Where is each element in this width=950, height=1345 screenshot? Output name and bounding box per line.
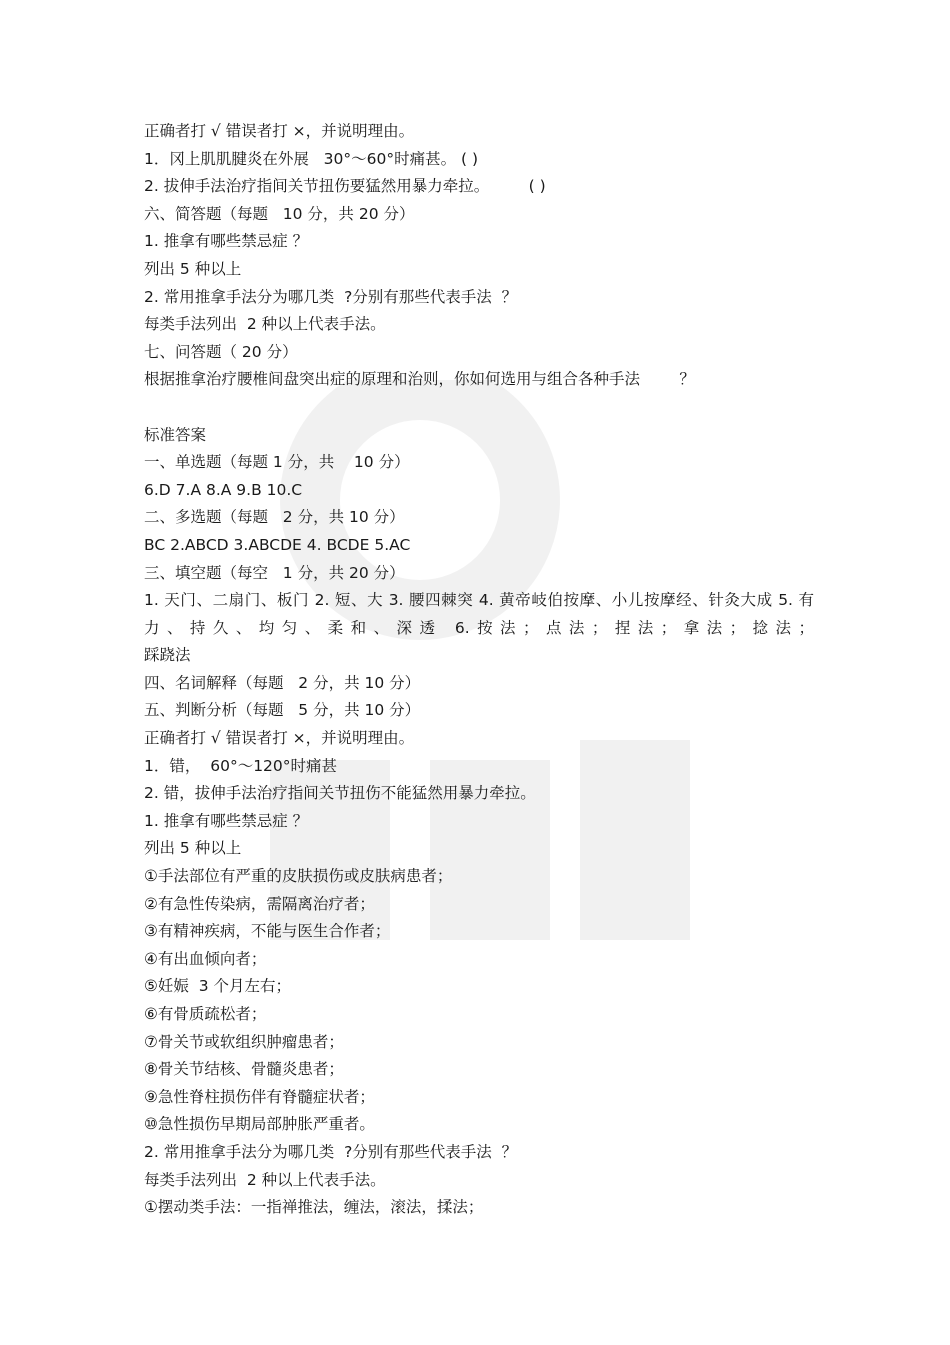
- section-heading: 四、名词解释（每题 2 分，共 10 分）: [144, 673, 421, 692]
- text-line: 2. 常用推拿手法分为哪几类 ?分别有那些代表手法 ？: [144, 287, 518, 306]
- list-item: ⑧骨关节结核、骨髓炎患者；: [144, 1060, 344, 1079]
- answer-line: 2. 错，拔伸手法治疗指间关节扭伤不能猛然用暴力牵拉。: [144, 784, 536, 803]
- text-line: 列出 5 种以上: [144, 259, 242, 278]
- blank-line: [144, 394, 814, 422]
- text-line: 每类手法列出 2 种以上代表手法。: [144, 1170, 386, 1189]
- text-line: 2. 常用推拿手法分为哪几类 ?分别有那些代表手法 ？: [144, 1142, 518, 1161]
- answer-line: 6.D 7.A 8.A 9.B 10.C: [144, 480, 303, 499]
- list-item: ③有精神疾病，不能与医生合作者；: [144, 922, 391, 941]
- list-item: ⑨急性脊柱损伤伴有脊髓症状者；: [144, 1087, 375, 1106]
- section-heading: 一、单选题（每题 1 分，共 10 分）: [144, 453, 410, 472]
- list-item: ⑦骨关节或软组织肿瘤患者；: [144, 1032, 344, 1051]
- text-line: 正确者打 √ 错误者打 ×，并说明理由。: [144, 729, 415, 748]
- section-heading: 五、判断分析（每题 5 分，共 10 分）: [144, 701, 421, 720]
- text-line: 1. 推拿有哪些禁忌症 ？: [144, 811, 309, 830]
- list-item: ⑩急性损伤早期局部肿胀严重者。: [144, 1115, 375, 1134]
- section-heading: 六、简答题（每题 10 分，共 20 分）: [144, 204, 415, 223]
- fill-in-answers: 1. 天门、二扇门、板门 2. 短、大 3. 腰四棘突 4. 黄帝岐伯按摩、小儿按摩经、针灸大成 5. 有力、持久、均匀、柔和、深透 6.按法；点法；捏法；拿法；捻法；: [144, 591, 814, 637]
- text-line: 每类手法列出 2 种以上代表手法。: [144, 315, 386, 334]
- text-line: 1．冈上肌肌腱炎在外展 30°～60°时痛甚。 ( ): [144, 149, 479, 168]
- list-item: ②有急性传染病，需隔离治疗者；: [144, 894, 375, 913]
- fill-in-answers-end: 踩跷法: [144, 646, 191, 665]
- list-item: ④有出血倾向者；: [144, 949, 267, 968]
- text-line: 列出 5 种以上: [144, 839, 242, 858]
- list-item: ①手法部位有严重的皮肤损伤或皮肤病患者；: [144, 867, 453, 886]
- answer-line: 1．错， 60°～120°时痛甚: [144, 756, 338, 775]
- text-line: 根据推拿治疗腰椎间盘突出症的原理和治则，你如何选用与组合各种手法 ？: [144, 370, 695, 389]
- text-line: 2. 拔伸手法治疗指间关节扭伤要猛然用暴力牵拉。 ( ): [144, 177, 546, 196]
- list-item: ①摆动类手法：一指禅推法，缠法，滚法，揉法；: [144, 1198, 484, 1217]
- list-item: ⑥有骨质疏松者；: [144, 1005, 267, 1023]
- list-item: ⑤妊娠 3 个月左右；: [144, 977, 292, 996]
- document-body: [144, 118, 814, 1222]
- section-heading: 二、多选题（每题 2 分，共 10 分）: [144, 508, 405, 527]
- text-line: 正确者打 √ 错误者打 ×，并说明理由。: [144, 122, 415, 140]
- answer-line: BC 2.ABCD 3.ABCDE 4. BCDE 5.AC: [144, 535, 411, 554]
- text-line: 1. 推拿有哪些禁忌症 ？: [144, 232, 309, 251]
- section-heading: 三、填空题（每空 1 分，共 20 分）: [144, 563, 405, 582]
- section-heading: 七、问答题（ 20 分）: [144, 342, 298, 361]
- answers-title: 标准答案: [144, 425, 207, 444]
